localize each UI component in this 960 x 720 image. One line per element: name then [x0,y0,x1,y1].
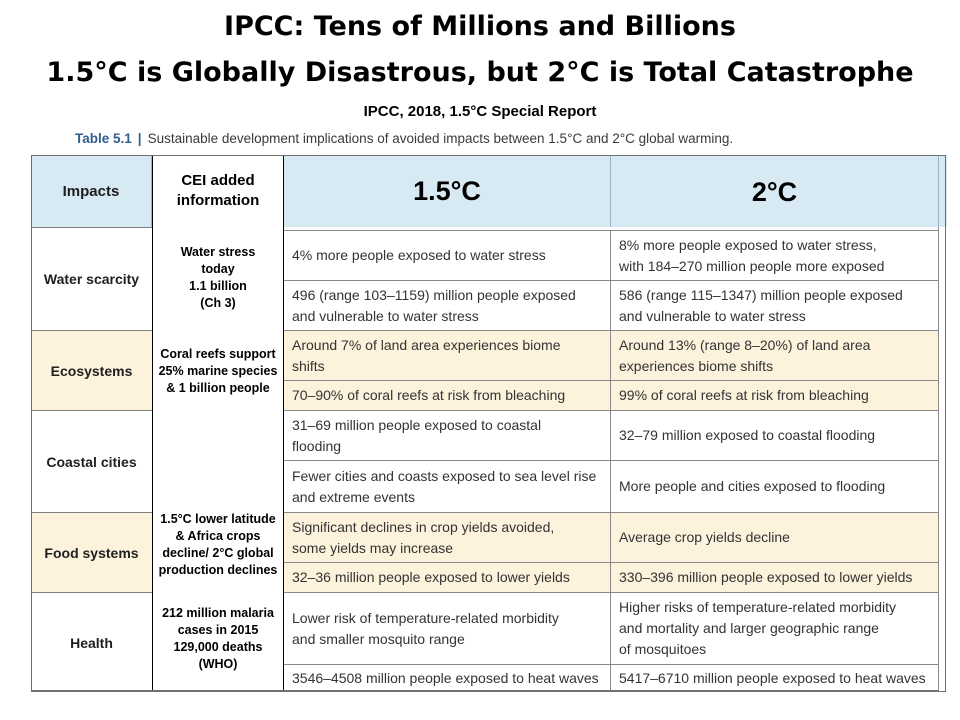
table-caption [75,130,733,148]
header-cei-line1: CEI added [181,172,255,189]
cei-food-line: 1.5°C lower latitude [160,512,276,526]
cei-health-line: 129,000 deaths [173,640,263,654]
cell-coast-1-2: 32–79 million exposed to coastal flooding [611,410,938,460]
cei-food-line: decline/ 2°C global [162,546,274,560]
category-health: Health [31,592,152,692]
cei-note-food [152,511,284,579]
cell-food-1-15: Significant declines in crop yields avoided, some yields may increase [284,512,611,562]
cei-note-health [152,605,284,673]
header-impacts: Impacts [31,155,152,227]
cell-eco-1-15: Around 7% of land area experiences biome shifts [284,330,611,380]
category-ecosystems: Ecosystems [31,330,152,410]
cei-note-water [152,244,284,312]
cell-food-1-2: Average crop yields decline [611,512,938,562]
caption-text: Sustainable development implications of avoided impacts between 1.5°C and 2°C global warming. [147,131,734,146]
cei-water-line: Water stress [180,245,256,259]
header-cei-line2: information [176,192,260,209]
source-subtitle: IPCC, 2018, 1.5°C Special Report [363,103,597,120]
cei-coral-line: Coral reefs support [160,347,276,361]
cell-water-2-2: 586 (range 115–1347) million people exposed and vulnerable to water stress [611,280,938,330]
cell-health-2-2: 5417–6710 million people exposed to heat waves [611,664,938,692]
cell-food-2-15: 32–36 million people exposed to lower yields [284,562,611,592]
category-coastal-cities: Coastal cities [31,410,152,512]
slide-title-line2: 1.5°C is Globally Disastrous, but 2°C is Total Catastrophe [46,57,914,88]
cei-food-line: & Africa crops [175,529,261,543]
cei-food-line: production declines [158,563,278,577]
cei-water-line: (Ch 3) [200,296,236,310]
cell-health-1-2: Higher risks of temperature-related morbidity and mortality and larger geographic range of mosquitoes [611,592,938,664]
table-right-edge [938,227,946,692]
cei-health-line: (WHO) [198,657,238,671]
table-bottom-border [31,690,938,692]
cei-coral-line: 25% marine species [158,364,278,378]
cell-health-2-15: 3546–4508 million people exposed to heat waves [284,664,611,692]
slide-title-line1: IPCC: Tens of Millions and Billions [224,11,736,42]
cell-water-1-2: 8% more people exposed to water stress, with 184–270 million people more exposed [611,230,938,280]
cell-coast-2-2: More people and cities exposed to flooding [611,460,938,512]
cell-water-2-15: 496 (range 103–1159) million people exposed and vulnerable to water stress [284,280,611,330]
caption-separator: | [137,131,142,146]
cei-water-line: today [201,262,235,276]
cei-health-line: cases in 2015 [177,623,259,637]
cell-coast-2-15: Fewer cities and coasts exposed to sea level rise and extreme events [284,460,611,512]
cei-health-line: 212 million malaria [162,606,274,620]
cell-eco-2-15: 70–90% of coral reefs at risk from bleaching [284,380,611,410]
header-edge [938,155,947,227]
cell-coast-1-15: 31–69 million people exposed to coastal flooding [284,410,611,460]
category-food-systems: Food systems [31,512,152,592]
cei-water-line: 1.1 billion [189,279,247,293]
cei-note-coral [152,346,284,397]
header-2-degrees: 2°C [611,155,938,227]
category-water-scarcity: Water scarcity [31,227,152,330]
cei-coral-line: & 1 billion people [166,381,270,395]
cell-water-1-15: 4% more people exposed to water stress [284,230,611,280]
cell-eco-1-2: Around 13% (range 8–20%) of land area experiences biome shifts [611,330,938,380]
table-number: Table 5.1 [75,131,132,146]
cell-eco-2-2: 99% of coral reefs at risk from bleaching [611,380,938,410]
cell-food-2-2: 330–396 million people exposed to lower yields [611,562,938,592]
header-1-5-degrees: 1.5°C [284,155,611,227]
header-cei-added-information [152,155,284,227]
cell-health-1-15: Lower risk of temperature-related morbidity and smaller mosquito range [284,592,611,664]
